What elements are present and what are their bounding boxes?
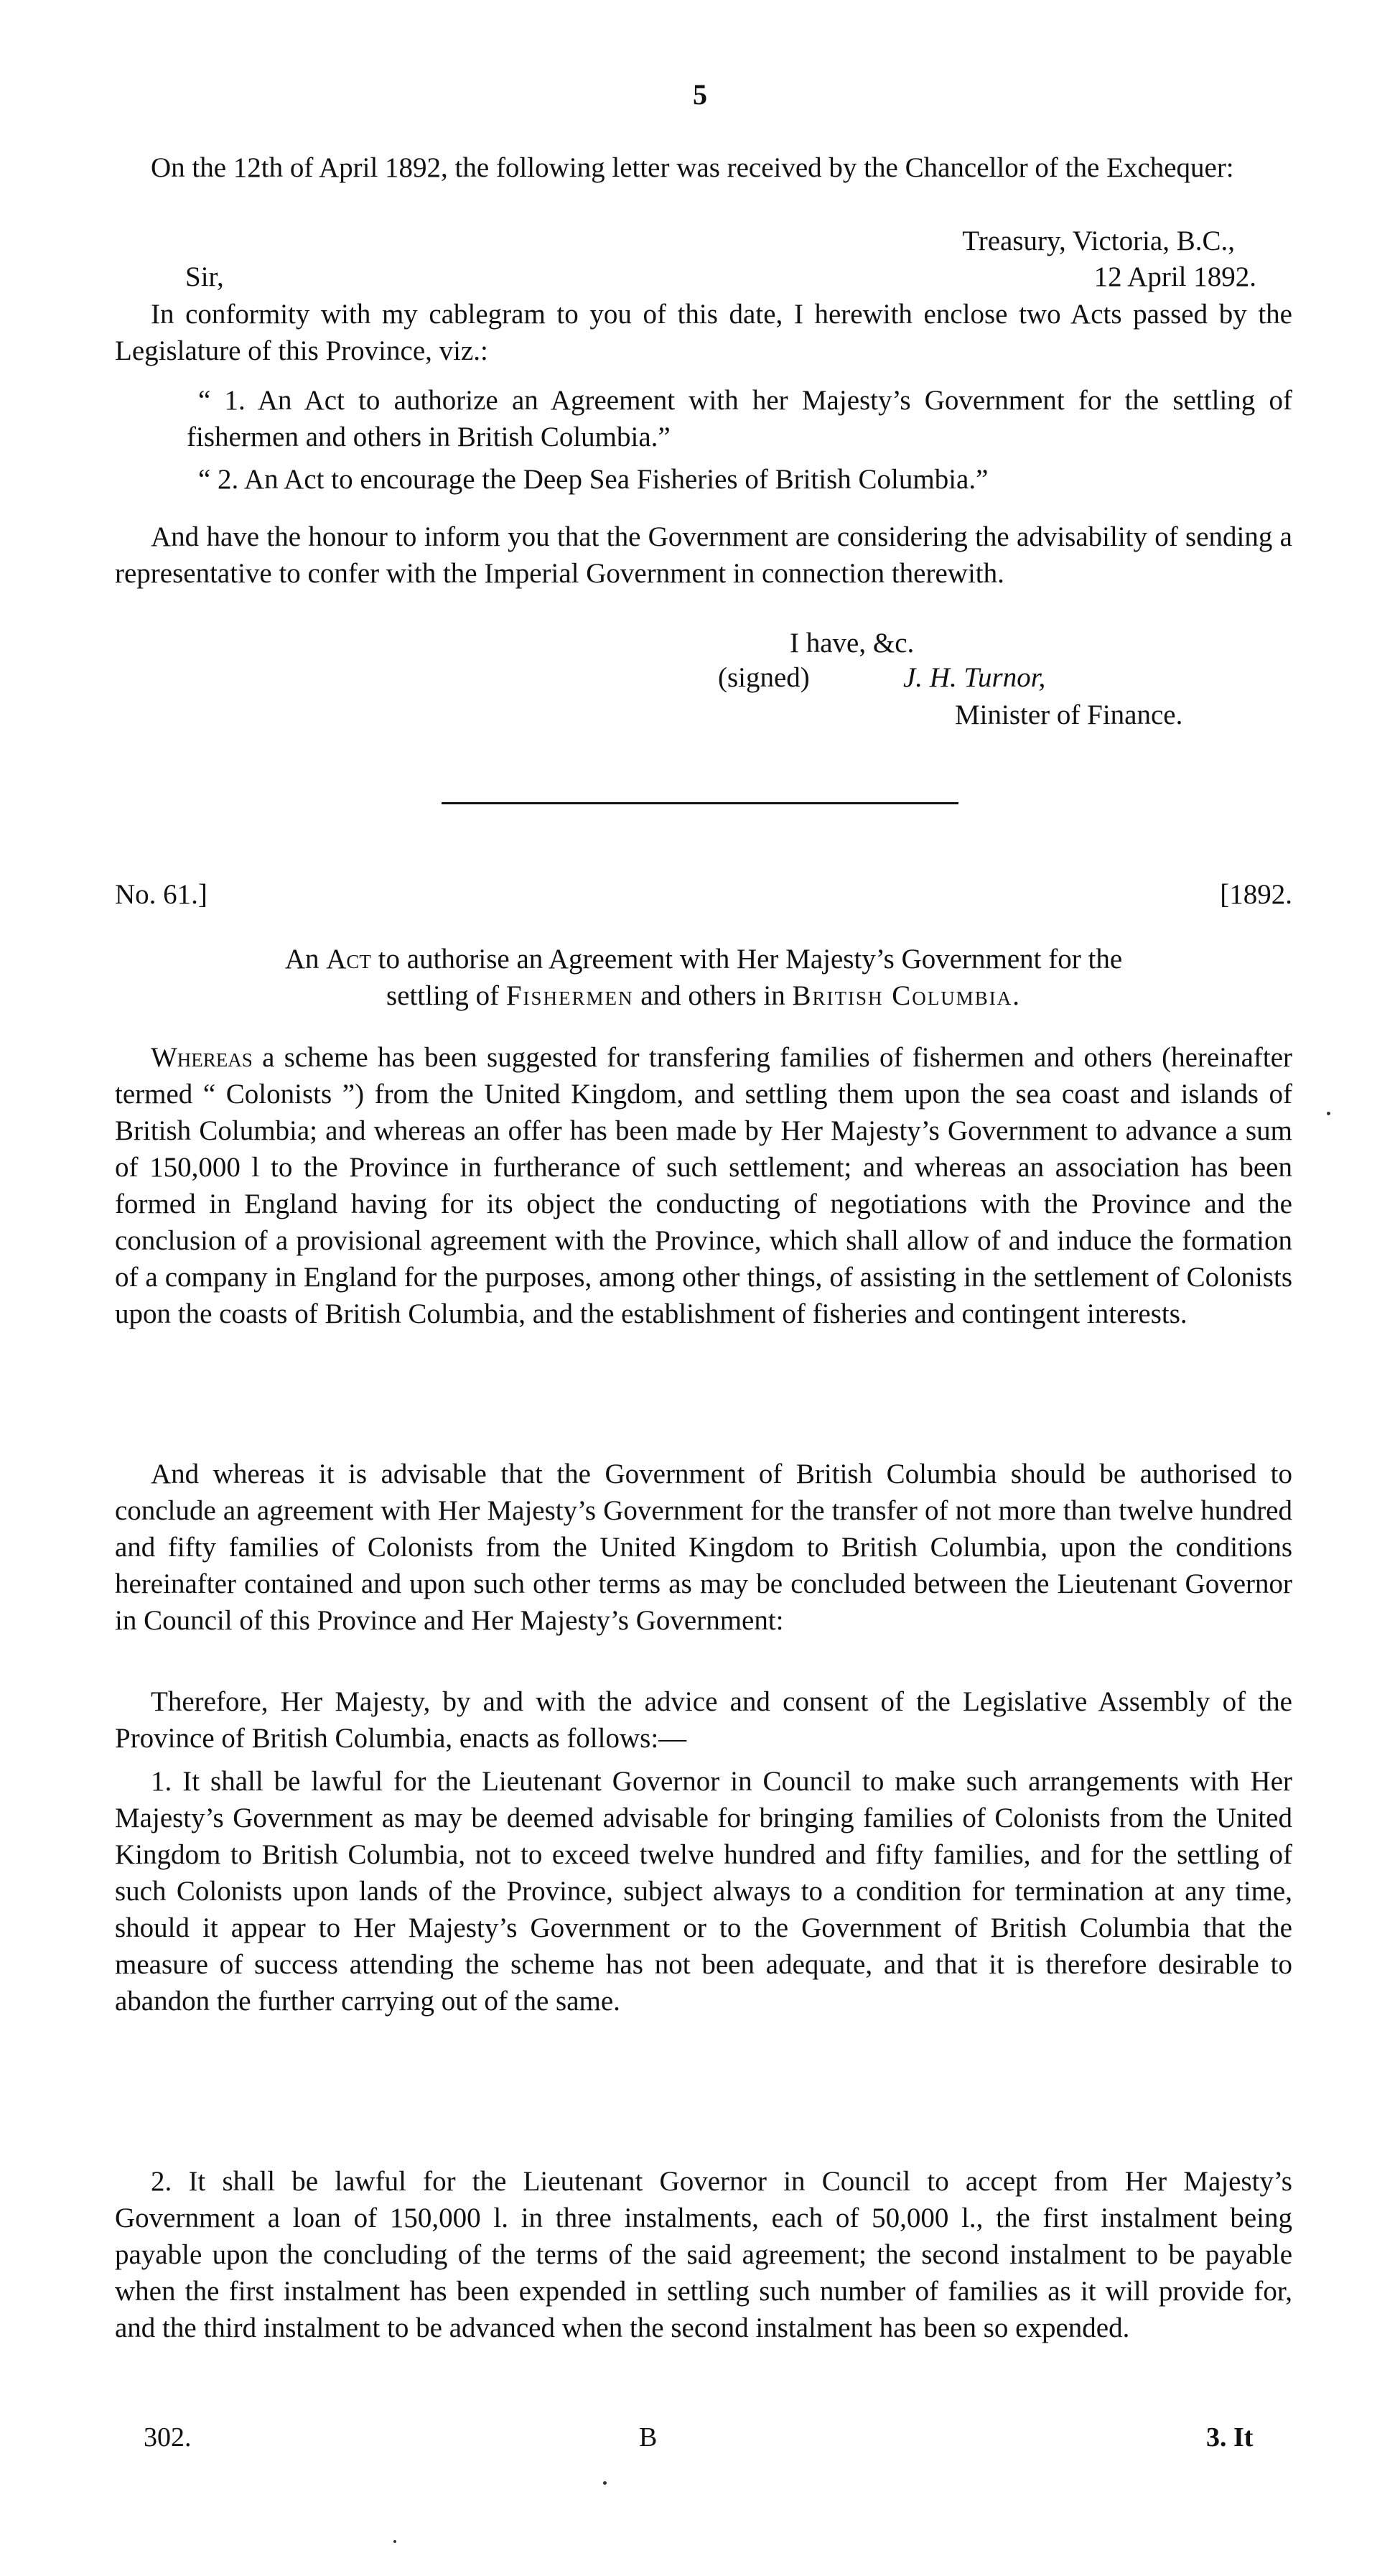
preamble-whereas [115, 1039, 1292, 1332]
footer-sheet-number: 302. [144, 2422, 192, 2452]
act-year: [1892. [1220, 879, 1292, 910]
section-1: 1. It shall be lawful for the Lieutenant Governor in Council to make such arrangements with Her Majesty’s Government as may be deemed advisable for bringing families of Colonists from the United Kingdom to British Columbia, not to exceed twelve hundred and fifty families, and for the settling of such Colonists upon lands of the Province, subject always to a condition for termination at any time, should it appear to Her Majesty’s Government or to the Government of British Columbia that the measure of success attending the scheme has not been adequate, and that it is therefore desirable to abandon the further carrying out of the same. [115, 1766, 1292, 2017]
act-title-settling: settling of [386, 980, 500, 1011]
letter-salutation: Sir, [185, 261, 224, 292]
act-title-fishermen: Fishermen [505, 980, 634, 1011]
act-title-british-columbia: British Columbia. [792, 980, 1022, 1011]
letter-act-2: “ 2. An Act to encourage the Deep Sea Fisheries of British Columbia.” [198, 464, 989, 495]
act-title-act: Act [326, 944, 371, 975]
signature-have: I have, &c. [790, 628, 915, 659]
act-title-line-1: to authorise an Agreement with Her Majesty’s Government for the [378, 944, 1123, 975]
footer-signature-mark: B [639, 2422, 658, 2452]
letter-address: Treasury, Victoria, B.C., [962, 225, 1235, 256]
print-speck [603, 2481, 607, 2485]
signature-signed: (signed) [718, 662, 810, 693]
act-title-others: and others in [640, 980, 785, 1011]
act-number: No. 61.] [115, 879, 207, 910]
letter-act-1: “ 1. An Act to authorize an Agreement with her Majesty’s Government for the settling of fishermen and others in British Columbia.” [187, 385, 1292, 452]
signature-name: J. H. Turnor, [903, 662, 1046, 693]
signature-title: Minister of Finance. [955, 699, 1183, 730]
letter-closing: And have the honour to inform you that the Government are considering the advisability of sending a representative to confer with the Imperial Government in connection therewith. [115, 521, 1292, 589]
page-number: 5 [693, 78, 707, 111]
print-speck [1327, 1112, 1330, 1115]
section-divider [442, 802, 958, 804]
footer-catchword: 3. It [1206, 2422, 1254, 2452]
preamble-whereas-word: Whereas [151, 1042, 253, 1073]
print-speck [393, 2540, 396, 2543]
preamble-and-whereas: And whereas it is advisable that the Government of British Columbia should be authorised to conclude an agreement with Her Majesty’s Government for the transfer of not more than twelve hundred and fifty families of Colonists from the United Kingdom to British Columbia, upon the conditions hereinafter contained and upon such other terms as may be concluded between the Lieutenant Governor in Council of this Province and Her Majesty’s Government: [115, 1459, 1292, 1636]
letter-intro: On the 12th of April 1892, the following letter was received by the Chancellor of the Exchequer: [151, 152, 1234, 183]
enacting-clause: Therefore, Her Majesty, by and with the advice and consent of the Legislative Assembly of the Province of British Columbia, enacts as follows:— [115, 1686, 1292, 1754]
act-title-an: An [284, 944, 319, 975]
act-title [115, 941, 1292, 1014]
letter-body: In conformity with my cablegram to you of this date, I herewith enclose two Acts passed by the Legislature of this Province, viz.: [115, 299, 1292, 366]
preamble-whereas-text: a scheme has been suggested for transfering families of fishermen and others (hereinafter termed “ Colonists ”) from the United Kingdom, and settling them upon the sea coast and islands of British Columbia; and whereas an offer has been made by Her Majesty’s Government to advance a sum of 150,000 l to the Province in furtherance of such settlement; and whereas an association has been formed in England having for its object the conducting of negotiations with the Province and the conclusion of a provisional agreement with the Province, which shall allow of and induce the formation of a company in England for the purposes, among other things, of assisting in the settlement of Colonists upon the coasts of British Columbia, and the establishment of fisheries and contingent interests. [115, 1042, 1292, 1329]
section-2: 2. It shall be lawful for the Lieutenant Governor in Council to accept from Her Majesty’s Government a loan of 150,000 l. in three instalments, each of 50,000 l., the first instalment being payable upon the concluding of the terms of the said agreement; the second instalment to be payable when the first instalment has been expended in settling such number of families as it will provide for, and the third instalment to be advanced when the second instalment has been so expended. [115, 2166, 1292, 2343]
letter-date: 12 April 1892. [1093, 261, 1256, 292]
